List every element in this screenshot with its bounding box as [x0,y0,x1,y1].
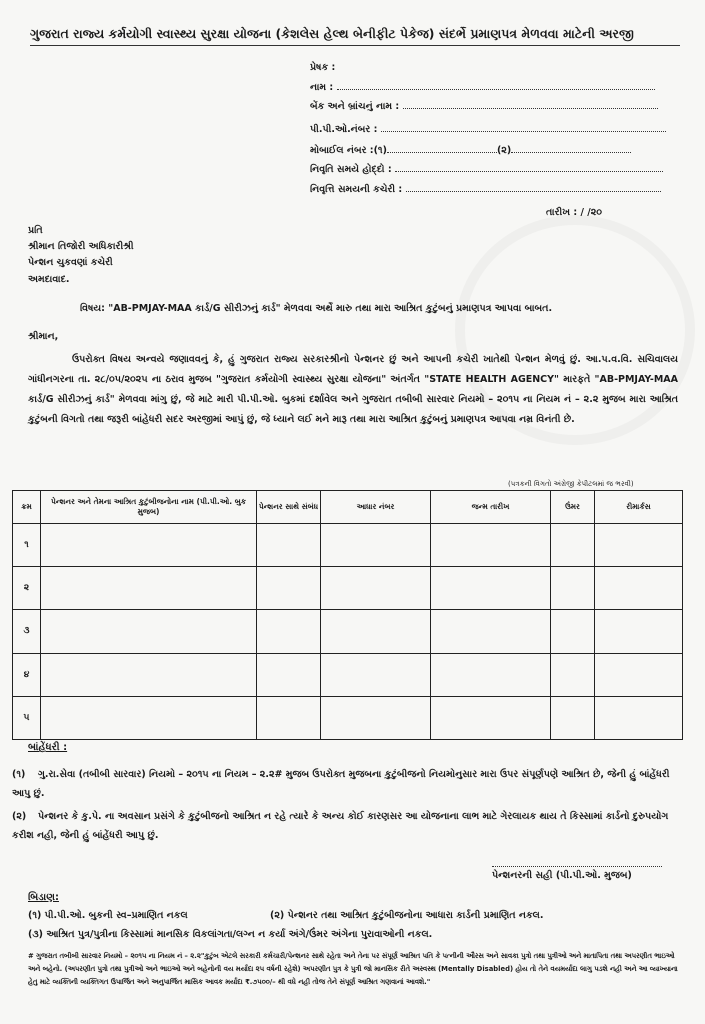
table-row [13,524,683,567]
row-number: ૪ [13,653,41,696]
cell[interactable] [321,696,431,739]
cell[interactable] [431,696,551,739]
undertaking-clause [12,807,677,845]
col-header: આધાર નંબર [321,491,431,524]
table-row [13,610,683,653]
clause-text: પેન્શનર કે કુ.પે. ના અવસાન પ્રસંગે કે કુટુંબીજનો આશ્રિત ન રહે ત્યારે કે અન્ય કોઈ કારણસર આ યોજનાના લાભ માટે ગેરલાયક થાય તે કિસ્સામાં કાર્ડનો દુરુપયોગ કરીશ નહી, જેની હું બાંહેંધરી આપુ છું. [12,811,669,841]
retire-office-field[interactable] [310,182,661,195]
name-label: નામ : [310,82,334,93]
row-number: ૫ [13,696,41,739]
cell[interactable] [41,696,257,739]
col-header: જન્મ તારીખ [431,491,551,524]
cell[interactable] [257,653,321,696]
cell[interactable] [257,696,321,739]
enclosure-item: (૩) આશ્રિત પુત્ર/પુત્રીના કિસ્સામાં માનસિક વિકલાંગતા/લગ્ન ન કર્યા અંગે/ઉંમર અંગેના પુરાવાઓની નકલ. [28,929,433,940]
clause-number: (૨) [12,811,27,822]
ppo-line [381,122,666,132]
cell[interactable] [595,653,683,696]
cell[interactable] [41,610,257,653]
table-note: (પત્રકની વિગતો અંગ્રેજી કેપીટલમાં જ ભરવી) [508,480,634,488]
clause-number: (૧) [12,769,26,780]
row-number: ૨ [13,567,41,610]
table-row [13,696,683,739]
address-line: શ્રીમાન તિજોરી અધિકારીશ્રી [28,241,134,252]
col-header: ઉંમર [551,491,595,524]
subject-line: વિષય: "AB-PMJAY-MAA કાર્ડ/G સીરીઝનું કાર્ડ" મેળવવા અર્થે મારુ તથા મારા આશ્રિત કુટુંબનું પ્રમાણપત્ર આપવા બાબત. [80,303,553,314]
mobile-label-2: (૨) [496,145,512,156]
cell[interactable] [551,567,595,610]
col-header: પેન્શનર સાથે સંબંધ [257,491,321,524]
cell[interactable] [595,524,683,567]
enclosures-heading: બિડાણ: [28,892,59,903]
address-line: અમદાવાદ. [28,274,70,285]
table-row [13,567,683,610]
name-line [337,80,655,90]
date-field[interactable]: તારીખ : / /૨૦ [546,207,603,218]
cell[interactable] [41,567,257,610]
row-number: ૩ [13,610,41,653]
cell[interactable] [41,653,257,696]
cell[interactable] [431,524,551,567]
cell[interactable] [321,610,431,653]
cell[interactable] [595,610,683,653]
cell[interactable] [321,567,431,610]
cell[interactable] [551,653,595,696]
body-text: ઉપરોક્ત વિષય અન્વયે જણાવવનું કે, હું ગુજરાત રાજ્ય સરકારશ્રીનો પેન્શનર છું અને આપની કચેરી ખાતેથી પેન્શન મેળવું છું. આ.પ.વ.વિ. સચિવાલય ગાંધીનગરના તા. ૨૮/૦૫/૨૦૨૫ ના ઠરાવ મુજબ "ગુજરાત કર્મયોગી સ્વાસ્થ્ય સુરક્ષા યોજના" અંતર્ગત "STATE HEALTH AGENCY" મારફતે "AB-PMJAY-MAA કાર્ડ/G સીરીઝનું કાર્ડ" મેળવવા માંગુ છું, જે માટે મારી પી.પી.ઓ. બુકમાં દર્શાવેલ અને ગુજરાત તબીબી સારવાર નિયમો – ૨૦૧૫ ના નિયમ નં – ૨.૨ મુજબ મારા આશ્રિત કુટુંબની વિગતો તથા જરૂરી બાંહેધરી સદર અરજીમાં આપું છું, જે ધ્યાને લઈ મને મારૂ તથા મારા આશ્રિત કુટુંબનું પ્રમાણપત્ર આપવા નમ્ર વિનંતી છે. [28,354,678,425]
mobile-field[interactable] [310,143,631,156]
cell[interactable] [551,696,595,739]
mobile-line-1 [387,143,497,153]
table-row [13,653,683,696]
retire-post-line [395,162,663,172]
sender-label: પ્રેષક : [310,62,336,73]
cell[interactable] [257,524,321,567]
col-header: પેન્શનર અને તેમના આશ્રિત કુટુંબીજનોના નામ (પી.પી.ઓ. બુક મુજબ) [41,491,257,524]
ppo-field[interactable] [310,122,666,135]
signature-label: પેન્શનરની સહી (પી.પી.ઓ. મુજબ) [492,870,632,881]
cell[interactable] [41,524,257,567]
cell[interactable] [431,610,551,653]
retire-office-line [406,182,661,192]
cell[interactable] [321,653,431,696]
cell[interactable] [321,524,431,567]
retire-post-field[interactable] [310,162,663,175]
retire-office-label: નિવૃત્તિ સમયની કચેરી : [310,184,403,195]
name-field[interactable] [310,80,655,93]
cell[interactable] [431,567,551,610]
bank-line [403,99,658,109]
mobile-label: મોબાઈલ નંબર :(૧) [310,145,387,156]
address-line: પ્રતિ [28,225,43,236]
cell[interactable] [595,696,683,739]
col-header: ક્રમ [13,491,41,524]
bank-field[interactable] [310,99,658,112]
cell[interactable] [551,610,595,653]
retire-post-label: નિવૃતિ સમયે હોદ્દો : [310,164,392,175]
clause-text: ગુ.રા.સેવા (તબીબી સારવાર) નિયમો – ૨૦૧૫ ના નિયમ – ૨.૨# મુજબ ઉપરોક્ત મુજબના કુટુંબીજનો નિયમોનુસાર મારા ઉપર સંપૂર્ણપણે આશ્રિત છે, જેની હું બાંહેંધરી આપુ છું. [12,769,670,799]
signature-line[interactable] [492,860,662,867]
mobile-line-2 [511,143,631,153]
footnote: # ગુજરાત તબીબી સારવાર નિયમો – ૨૦૧૫ ના નિયમ નં – ૨.૨"કુટુંબ એટલે સરકારી કર્મચારી/પેન્શનર સાથે રહેતા અને તેના પર સંપૂર્ણ આશ્રિત પતિ કે પત્નીની ઔરસ અને સાવકા પુત્રો તથા પુત્રીઓ અને માતાપિતા તથા અપરણીત ભાઇઓ અને બહેનો. (અપરણીત પુત્રો તથા પુત્રીઓ અને ભાઇઓ અને બહેનોની વય મર્યાદા ૨૫ વર્ષની રહેશે) અપરણીત પુત્ર કે પુત્રી જો માનસિક રીતે અસ્વસ્થ (Mentally Disabled) હોય તો તેને વયમર્યાદા લાગુ પડશે નહી અને આ વ્યાખ્યાના હેતુ માટે વ્યક્તિની વ્યક્તિગત ઉપાર્જિત અને અનુપાર્જિત માસિક આવક મર્યાદા ₹.૭૫૦૦/– થી વધે નહી તોજ તેને સંપૂર્ણ આશ્રિત ગણવાનાં આવશે." [28,952,678,986]
body-paragraph [28,350,678,430]
cell[interactable] [431,653,551,696]
col-header: રીમાર્કસ [595,491,683,524]
family-table [12,490,683,740]
bank-label: બેંક અને બ્રાંચનું નામ : [310,101,400,112]
enclosure-item: (૧) પી.પી.ઓ. બુકની સ્વ–પ્રમાણિત નકલ [28,910,188,921]
ppo-label: પી.પી.ઓ.નંબર : [310,124,378,135]
page-title: ગુજરાત રાજ્ય કર્મયોગી સ્વાસ્થ્ય સુરક્ષા યોજના (કેશલેસ હેલ્થ બેનીફીટ પેકેજ) સંદર્ભે પ્રમાણપત્ર મેળવવા માટેની અરજી [30,26,680,46]
salutation: શ્રીમાન, [28,331,59,342]
cell[interactable] [257,610,321,653]
table-header-row [13,491,683,524]
undertaking-clause [12,765,677,803]
address-line: પેન્શન ચુકવણાં કચેરી [28,257,113,268]
cell[interactable] [551,524,595,567]
row-number: ૧ [13,524,41,567]
cell[interactable] [595,567,683,610]
cell[interactable] [257,567,321,610]
undertaking-heading: બાંહેંધરી : [28,742,68,753]
enclosure-item: (૨) પેન્શનર તથા આશ્રિત કુટુંબીજનોના આધારા કાર્ડની પ્રમાણિત નકલ. [270,910,544,921]
